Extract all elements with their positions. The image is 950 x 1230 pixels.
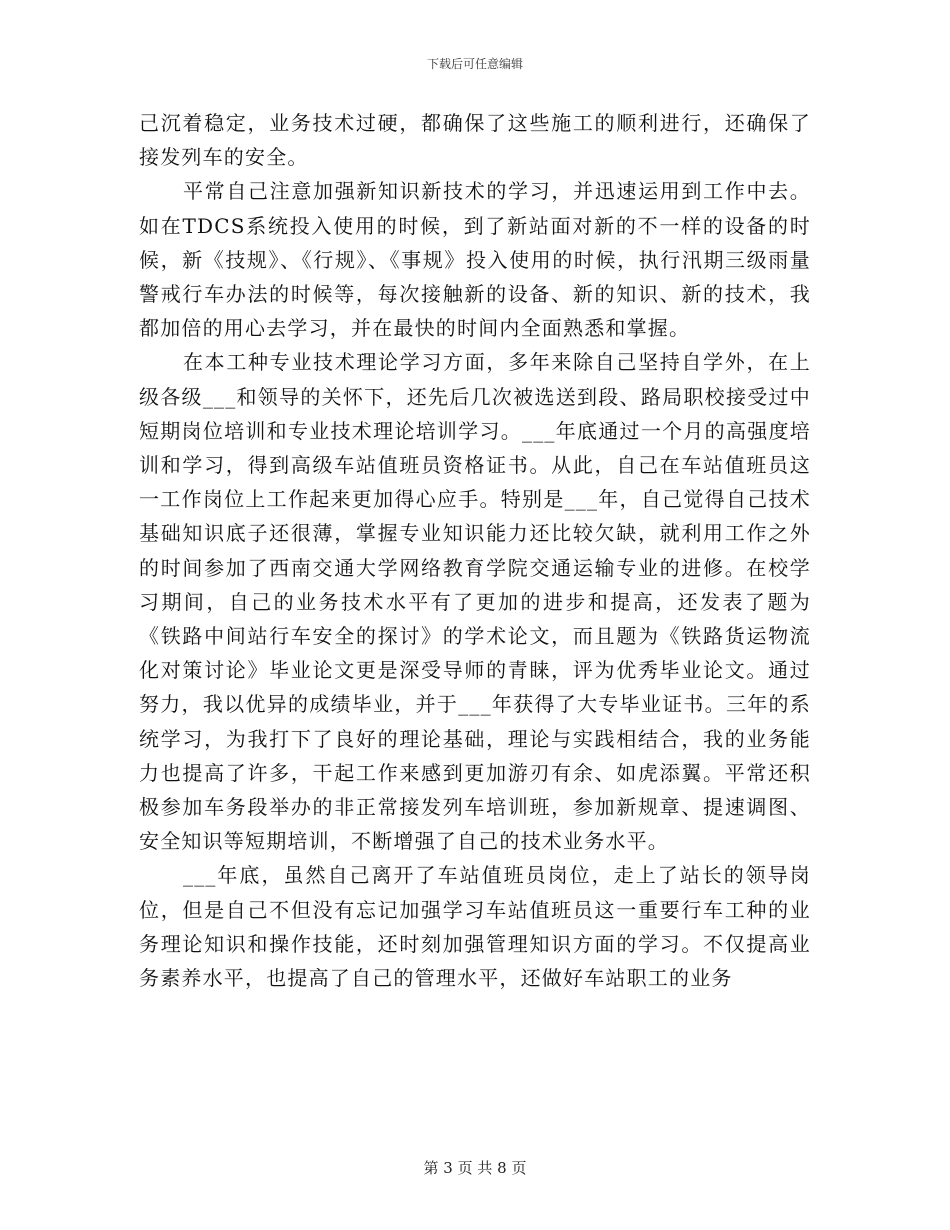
paragraph-station-master: ___年底，虽然自己离开了车站值班员岗位，走上了站长的领导岗位，但是自己不但没有忘记加强学习车站值班员这一重要行车工种的业务理论知识和操作技能，还时刻加强管理知识方面的学习。不仅提高业务素养水平，也提高了自己的管理水平，还做好车站职工的业务 bbox=[139, 863, 811, 991]
document-body bbox=[139, 106, 811, 995]
paragraph-continuation: 己沉着稳定，业务技术过硬，都确保了这些施工的顺利进行，还确保了接发列车的安全。 bbox=[139, 111, 811, 170]
page-header-note: 下载后可任意编辑 bbox=[426, 57, 523, 71]
paragraph-professional-study: 在本工种专业技术理论学习方面，多年来除自己坚持自学外，在上级各级___和领导的关怀下，还先后几次被选送到段、路局职校接受过中短期岗位培训和专业技术理论培训学习。___年底通过一个月的高强度培训和学习，得到高级车站值班员资格证书。从此，自己在车站值班员这一工作岗位上工作起来更加得心应手。特别是___年，自己觉得自己技术基础知识底子还很薄，掌握专业知识能力还比较欠缺，就利用工作之外的时间参加了西南交通大学网络教育学院交通运输专业的进修。在校学习期间，自己的业务技术水平有了更加的进步和提高，还发表了题为《铁路中间站行车安全的探讨》的学术论文，而且题为《铁路货运物流化对策讨论》毕业论文更是深受导师的青睐，评为优秀毕业论文。通过努力，我以优异的成绩毕业，并于___年获得了大专毕业证书。三年的系统学习，为我打下了良好的理论基础，理论与实践相结合，我的业务能力也提高了许多，干起工作来感到更加游刃有余、如虎添翼。平常还积极参加车务段举办的非正常接发列车培训班，参加新规章、提速调图、安全知识等短期培训，不断增强了自己的技术业务水平。 bbox=[139, 350, 811, 854]
page-number: 第 3 页 共 8 页 bbox=[423, 1159, 527, 1177]
paragraph-new-technology: 平常自己注意加强新知识新技术的学习，并迅速运用到工作中去。如在TDCS系统投入使用的时候，到了新站面对新的不一样的设备的时候，新《技规》、《行规》、《事规》投入使用的时候，执行汛期三级雨量警戒行车办法的时候等，每次接触新的设备、新的知识、新的技术，我都加倍的用心去学习，并在最快的时间内全面熟悉和掌握。 bbox=[139, 179, 811, 341]
